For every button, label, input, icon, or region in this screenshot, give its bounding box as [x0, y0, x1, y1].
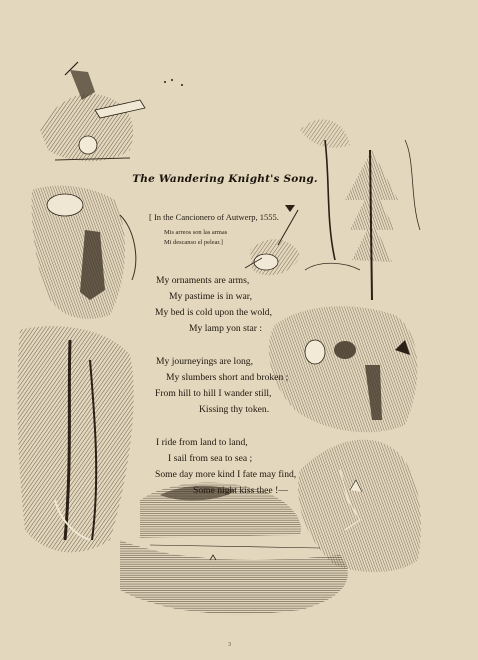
stanza-2-line-2: My slumbers short and broken ;	[166, 372, 289, 383]
forest-embrace-vignette	[269, 306, 418, 432]
stanza-1-line-4: My lamp yon star :	[189, 323, 263, 334]
source-note: [ In the Cancionero of Autwerp, 1555.	[149, 212, 279, 222]
stanza-2-line-1: My journeyings are long,	[156, 356, 253, 367]
tall-tree-vignette	[300, 119, 420, 300]
woodland-vignette	[18, 326, 134, 552]
poem-title: The Wandering Knight's Song.	[132, 173, 318, 185]
stanza-3-line-2: I sail from sea to sea ;	[168, 453, 253, 464]
epigraph-line-1: Mis arreos son las armas	[164, 229, 228, 236]
stanza-1-line-3: My bed is cold upon the wold,	[155, 307, 272, 318]
epigraph-line-2: Mi descanso el pelear.]	[164, 239, 223, 246]
stanza-3-line-3: Some day more kind I fate may find,	[155, 469, 297, 480]
horseman-with-companion-vignette	[32, 186, 136, 319]
stanza-1-line-1: My ornaments are arms,	[156, 275, 250, 286]
page-number: 3	[228, 642, 231, 648]
stanza-3-line-4: Some night kiss thee !—	[193, 485, 288, 496]
cliff-vignette	[298, 440, 421, 572]
stanza-2-line-3: From hill to hill I wander still,	[155, 388, 272, 399]
stanza-3-line-1: I ride from land to land,	[156, 437, 248, 448]
stanza-1-line-2: My pastime is in war,	[169, 291, 253, 302]
stanza-2-line-4: Kissing thy token.	[199, 404, 270, 415]
fallen-knight-vignette	[40, 62, 183, 161]
